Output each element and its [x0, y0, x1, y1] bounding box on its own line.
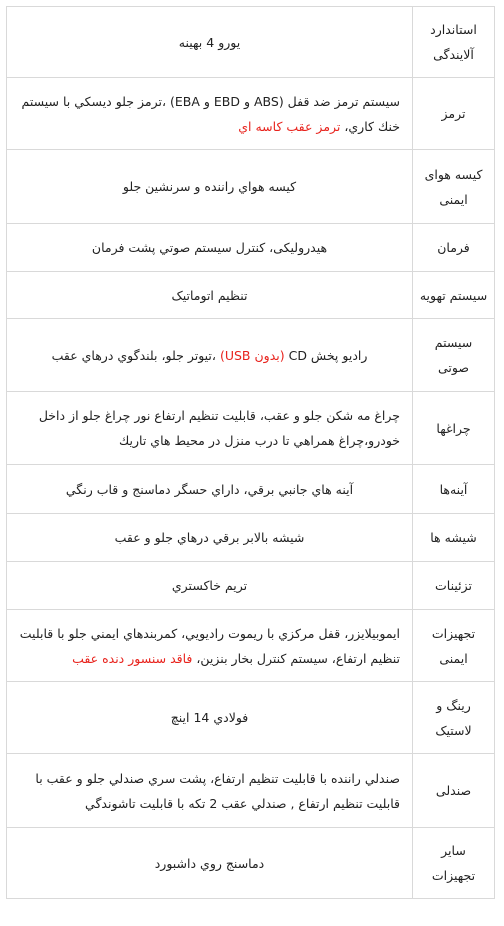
spec-row: [7, 224, 495, 272]
spec-row: [7, 392, 495, 465]
spec-value-text: چراغ مه شكن جلو و عقب، قابليت تنظيم ارتفاع نور چراغ جلو از داخل خودرو،چراغ همراهي تا درب منزل در محيط هاي تاريك: [38, 408, 400, 448]
spec-value: [7, 224, 413, 272]
spec-value: [7, 7, 413, 78]
spec-value-highlight: (بدون USB): [219, 347, 285, 363]
spec-value-text: سیستم ترمز ضد قفل (ABS و EBD و EBA) ،ترمز جلو دیسكي با سیستم خنك كاري،: [21, 93, 400, 134]
spec-value-text: تنظیم اتوماتیک: [171, 287, 248, 303]
spec-value: [7, 754, 413, 828]
spec-label: کیسه هوای ایمنی: [413, 150, 495, 224]
spec-value-text: هیدرولیکی، کنترل سیستم صوتي پشت فرمان: [91, 240, 328, 255]
spec-table: [6, 6, 495, 899]
spec-value: [7, 514, 413, 562]
spec-row: [7, 319, 495, 392]
spec-value: [7, 319, 413, 392]
spec-label: فرمان: [413, 224, 495, 272]
spec-label: استاندارد آلایندگی: [413, 7, 495, 78]
spec-label: رینگ و لاستیک: [413, 682, 495, 754]
spec-row: [7, 150, 495, 224]
spec-value: [7, 78, 413, 150]
spec-label: شیشه ها: [413, 514, 495, 562]
spec-row: [7, 78, 495, 150]
spec-value-text: صندلي راننده با قابليت تنظيم ارتفاع، پشت سري صندلي جلو و عقب با قابليت تنظيم ارتفاع , صندلي عقب 2 تكه با قابليت تاشوندگي: [35, 770, 400, 811]
spec-label: آینه‌ها: [413, 465, 495, 514]
spec-row: [7, 828, 495, 899]
spec-value-text: ايموبيلايزر، قفل مركزي با ريموت راديويي، كمربندهاي ايمني جلو با قابليت تنظيم ارتفاع، سيستم كنترل بخار بنزين،: [19, 625, 400, 666]
spec-row: [7, 754, 495, 828]
spec-value-text: آينه هاي جانبي برقي، داراي حسگر دماسنج و قاب رنگي: [65, 481, 354, 497]
spec-label: سیستم تهویه: [413, 272, 495, 319]
spec-label: چراغها: [413, 392, 495, 465]
spec-row: [7, 514, 495, 562]
spec-row: [7, 610, 495, 682]
spec-value: [7, 150, 413, 224]
spec-value: [7, 272, 413, 319]
spec-value: [7, 392, 413, 465]
spec-row: [7, 465, 495, 514]
spec-value-text: دماسنج روي داشبورد: [154, 855, 265, 871]
spec-value-text: یورو 4 بهینه: [178, 34, 241, 50]
spec-value-text: رادیو پخش CD: [284, 347, 368, 363]
spec-value: [7, 828, 413, 899]
spec-value: [7, 465, 413, 514]
spec-value-text: كيسه هواي راننده و سرنشين جلو: [122, 179, 297, 194]
spec-value-text: ،تيوتر جلو، بلندگوي درهاي عقب: [51, 347, 220, 363]
spec-row: [7, 562, 495, 610]
spec-row: [7, 7, 495, 78]
spec-value: [7, 562, 413, 610]
spec-row: [7, 272, 495, 319]
spec-value-text: تريم خاكستري: [171, 578, 248, 593]
spec-label: سایر تجهیزات: [413, 828, 495, 899]
spec-label: سیستم صوتی: [413, 319, 495, 392]
spec-label: تجهیزات ایمنی: [413, 610, 495, 682]
spec-value-text: شيشه بالابر برقي درهاي جلو و عقب: [114, 530, 305, 545]
spec-value-highlight: ترمز عقب كاسه اي: [238, 118, 341, 134]
spec-value-text: فولادي 14 اينچ: [170, 710, 249, 725]
spec-value: [7, 682, 413, 754]
spec-label: تزئینات: [413, 562, 495, 610]
spec-value-highlight: فاقد سنسور دنده عقب: [72, 650, 193, 666]
spec-label: ترمز: [413, 78, 495, 150]
spec-row: [7, 682, 495, 754]
spec-label: صندلی: [413, 754, 495, 828]
spec-value: [7, 610, 413, 682]
